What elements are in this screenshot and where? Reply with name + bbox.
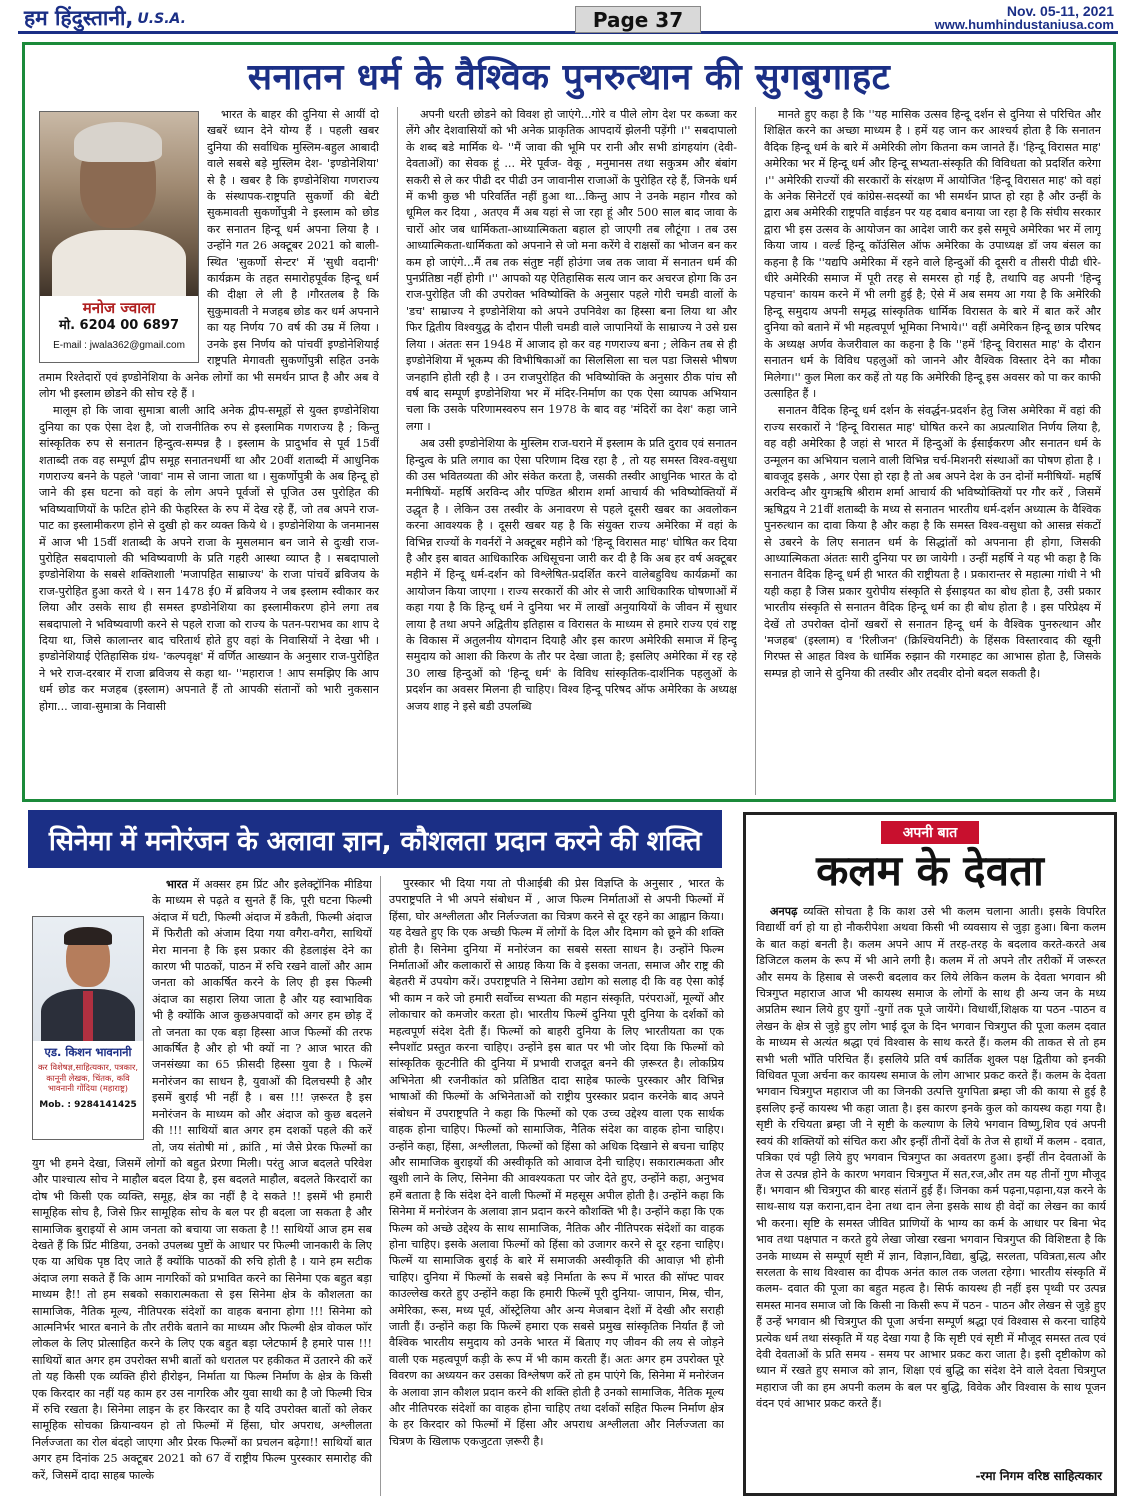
paragraph bbox=[756, 903, 1106, 1413]
author-mobile: मो. 6204 00 6897 bbox=[58, 318, 180, 334]
apni-baat-text bbox=[756, 903, 1106, 1463]
top-column-2 bbox=[397, 107, 737, 795]
masthead-right bbox=[935, 4, 1114, 32]
author-box bbox=[39, 111, 199, 363]
paragraph: भारत के बाहर की दुनिया से आयीं दो खबरें ध्यान देने योग्य हैं । पहली खबर दुनिया की सर्वाधिक मुस्लिम-बहुल आबादी वाले सबसे बड़े मुस्लिम देश- 'इण्डोनेशिया' से है । खबर है कि इण्डोनेशिया गणराज्य के संस्थापक-राष्ट्रपति सुकर्णो की बेटी सुकमावती सुकर्णोपुत्री ने इस्लाम को छोड कर सनातन हिन्दू धर्म अपना लिया है । उन्होंने गत 26 अक्टूबर 2021 को बाली-स्थित 'सुकर्णो सेन्टर' में 'सुधी वदानी' कार्यक्रम के तहत समारोहपूर्वक हिन्दू धर्म की दीक्षा ले ली है ।गौरतलब है कि सुकुमावती ने मजहब छोड कर धर्म अपनाने का यह निर्णय 70 वर्ष की उम्र में लिया । उनके इस निर्णय को पांचवीं इण्डोनेशियाई राष्ट्रपति मेगावती सुकर्णोपुत्री सहित उनके तमाम रिश्तेदारों एवं इण्डोनेशिया के अनेक लोगों का भी समर्थन प्राप्त है और अब वे लोग भी इस्लाम छोडने की सोच रहे हैं । bbox=[39, 108, 379, 400]
paragraph: मानते हुए कहा है कि ''यह मासिक उत्सव हिन्दू दर्शन से दुनिया से परिचित और शिक्षित करने का अच्छा माध्यम है । हमें यह जान कर आश्चर्य होता है कि सनातन वैदिक हिन्दू धर्म के बारे में अमेरिकी लोग कितना कम जानते हैं। 'हिन्दू विरासत माह' अमेरिका भर में हिन्दू धर्म और हिन्दू सभ्यता-संस्कृति की विविधता को प्रदर्शित करेगा ।'' अमेरिकी राज्यों की सरकारों के संरक्षण में आयोजित 'हिन्दू विरासत माह' को वहां के अनेक सिनेटरों एवं कांग्रेस-सदस्यों का भी समर्थन प्राप्त हो रहा है और उन्हीं के द्वारा अब अमेरिकी राष्ट्रपति वाईडन पर यह दबाव बनाया जा रहा है कि संघीय सरकार द्वारा भी इस उत्सव के आयोजन का आदेश जारी कर इसे समूचे अमेरिका भर में लागू किया जाय । वर्ल्ड हिन्दू कॉउंसिल ऑफ अमेरिका के उपाध्यक्ष डॉ जय बंसल का कहना है कि ''यद्यपि अमेरिका में रहने वाले हिन्दुओं की दूसरी व तीसरी पीढी धीरे-धीरे अमेरिकी समाज में पूरी तरह से समरस हो गई है, तथापि वह अपनी 'हिन्दू पहचान' कायम करने में भी लगी हुई है; ऐसे में अब समय आ गया है कि अमेरिकी हिन्दू समुदाय अपनी समृद्ध सांस्कृतिक धार्मिक विरासत के बारे में बात करें और दुनिया को बताने में भी महत्वपूर्ण भूमिका निभाये।'' वहीं अमेरिकन हिन्दू छात्र परिषद के अध्यक्ष अर्णव केजरीवाल का कहना है कि ''हमें 'हिन्दू विरासत माह' के दौरान सनातन धर्म के विविध पहलुओं को जानने और वैश्विक विस्तार देने का मौका मिलेगा।'' कुल मिला कर कहें तो यह कि अमेरिकी हिन्दू इस अवसर को पा कर काफी उत्साहित हैं । bbox=[764, 108, 1101, 400]
author-photo bbox=[40, 112, 198, 296]
cinema-column-2 bbox=[380, 876, 724, 1496]
cinema-article-columns bbox=[32, 876, 724, 1496]
apni-baat-title: कलम के देवता bbox=[816, 846, 1044, 895]
lead-word: अनपढ़ bbox=[770, 904, 798, 918]
author-box bbox=[32, 916, 144, 1140]
lead-word: भारत bbox=[166, 877, 188, 891]
page-number: Page 37 bbox=[575, 6, 701, 33]
top-article-columns bbox=[39, 107, 1101, 795]
author-name: एड. किशन भावनानी bbox=[44, 1045, 132, 1059]
cinema-column-1 bbox=[32, 876, 372, 1496]
top-headline: सनातन धर्म के वैश्विक पुनरुत्थान की सुगबुगाहट bbox=[247, 57, 891, 98]
paragraph: अब उसी इण्डोनेशिया के मुस्लिम राज-घराने में इस्लाम के प्रति दुराव एवं सनातन हिन्दुत्व के प्रति लगाव का ऐसा परिणाम दिख रहा है , तो यह समस्त विश्व-वसुधा की उस भवितव्यता की ओर संकेत करता है, जसकी तस्वीर आधुनिक भारत के दो मनीषियों- महर्षि अरविन्द और पण्डित श्रीराम शर्मा आचार्य की भविष्योक्तियों में उद्धृत है । लेकिन उस तस्वीर के अनावरण से पहले दूसरी खबर का अवलोकन करना आवश्यक है । दूसरी खबर यह है कि संयुक्त राज्य अमेरिका में वहां के विभिन्न राज्यों के गवर्नरों ने अक्टूबर महीने को 'हिन्दू विरासत माह' घोषित कर दिया है और इस बावत आधिकारिक अधिसूचना जारी कर दी है कि अब हर वर्ष अक्टूबर महीने में हिन्दू धर्म-दर्शन को विश्लेषित-प्रदर्शित करने वालेबहुविध कार्यक्रमों का आयोजन किया जाएगा । राज्य सरकारों की ओर से जारी आधिकारिक घोषणाओं में कहा गया है कि हिन्दू धर्म ने दुनिया भर में लाखों अनुयायियों के जीवन में सुधार लाया है तथा अपने अद्वितीय इतिहास व विरासत के माध्यम से हमारे राज्य एवं राष्ट्र के विकास में अतुलनीय योगदान दियाहै और इस कारण अमेरिकी समाज में हिन्दू समुदाय को आशा की किरण के तौर पर देखा जाता है; इसलिए अमेरिका में रह रहे 30 लाख हिन्दुओं को 'हिन्दू धर्म' के विविध सांस्कृतिक-दार्शनिक पहलुओं के प्रदर्शन का अवसर मिलना ही चाहिए। विश्व हिन्दू परिषद ऑफ अमेरिका के अध्यक्ष अजय शाह ने इसे बडी उपलब्धि bbox=[406, 437, 737, 713]
paper-logo bbox=[24, 4, 186, 31]
paragraph: मालूम हो कि जावा सुमात्रा बाली आदि अनेक द्वीप-समूहों से युक्त इण्डोनेशिया दुनिया का एक ऐसा देश है, जो राजनीतिक रुप से इस्लामिक गणराज्य है ; किन्तु सांस्कृतिक रुप से सनातन हिन्दुत्व-सम्पन्न है । इस्लाम के प्रादुर्भाव से पूर्व 15वीं शताब्दी तक वह सम्पूर्ण द्वीप समूह सनातनधर्मी था और 20वीं शताब्दी में आधुनिक गणराज्य बनने के पहले 'जावा' नाम से जाना जाता था । सुकर्णोपुत्री के अब हिन्दू हो जाने की इस घटना को वहां के लोग अपने पूर्वजों से पूजित उस पुरोहित की भविष्यवाणियों के फटित होने की फेहरिस्त के रुप में देख रहे हैं, जो तब अपने राज-पाट का इस्लामीकरण होने से दुखी हो कर व्यक्त किये थे । इण्डोनेशिया के जनमानस में आज भी 15वीं शताब्दी के अपने राजा के मुसलमान बन जाने से दुःखी राज-पुरोहित सबदापालो की भविष्यवाणी के प्रति गहरी आस्था व्याप्त है । सबदापालो इण्डोनेशिया के सबसे शक्तिशाली 'मजापहित साम्राज्य' के राजा पांचवें ब्रविजय के राज-पुरोहित हुआ करते थे । सन 1478 ई0 में ब्रविजय ने जब इस्लाम स्वीकार कर लिया और उसके साथ ही समस्त इण्डोनेशिया का इस्लामीकरण होने लगा तब सबदापालो ने भविष्यवाणी करने से पहले राजा को राज्य के पतन-पराभव का शाप दे दिया था, जिसे कालान्तर बाद चरितार्थ होते हुए वहां के निवासियों ने देखा भी । इण्डोनेशियाई ऐतिहासिक ग्रंथ- 'कल्पवृक्ष' में वर्णित आख्यान के अनुसार राज-पुरोहित ने भरे राज-दरबार में राजा ब्रविजय से कहा था- ''महाराज ! आप समझिए कि आप धर्म छोड कर मजहब (इस्लाम) अपनाते हैं तो आपकी संतानों को भारी नुकसान होगा... जावा-सुमात्रा के निवासी bbox=[39, 404, 379, 713]
paper-usa: U.S.A. bbox=[137, 11, 186, 27]
apni-baat-box bbox=[743, 812, 1117, 1496]
issue-date: Nov. 05-11, 2021 bbox=[1006, 3, 1114, 19]
cinema-article bbox=[22, 808, 724, 1498]
author-photo bbox=[33, 917, 143, 1041]
author-name: मनोज ज्वाला bbox=[82, 299, 156, 317]
top-column-3 bbox=[755, 107, 1101, 795]
top-column-1 bbox=[39, 107, 379, 795]
author-email: E-mail : jwala362@gmail.com bbox=[53, 339, 185, 351]
paragraph: अपनी धरती छोडने को विवश हो जाएंगे...गोरे व पीले लोग देश पर कब्जा कर लेंगे और देशवासियों को भी अनेक प्राकृतिक आपदायें झेलनी पड़ेंगी ।'' सबदापालो के शब्द बडे मार्मिक थे- ''मैं जावा की भूमि पर रानी और सभी डांगहयांग (देवी-देवताओं) का सेवक हूं ... मेरे पूर्वज- वेकू , मनुमानस तथा सकुत्रम और बंबांग सकरी से ले कर पीढी दर पीढी उन जावानीस राजाओं के पुरोहित रहे हैं, जिनके धर्म में कभी कुछ भी परिवर्तित नहीं हुआ था...किन्तु आप ने उनके महान गौरव को धूमिल कर दिया , अतएव मैं अब यहां से जा रहा हूं और 500 साल बाद जावा के चारों ओर जब धार्मिकता-आध्यात्मिकता बहाल हो जाएगी तब लौटूंगा । तब उस आध्यात्मिकता-धार्मिकता को अपनाने से जो मना करेंगे वे राक्षसों का भोजन बन कर कम हो जाएंगे...मैं तब तक संतुष्ट नहीं होउंगा जब तक जावा में सनातन धर्म की पुनर्प्रतिष्ठा नहीं होगी ।'' आपको यह ऐतिहासिक सत्य जान कर अचरज होगा कि उन राज-पुरोहित जी की उपरोक्त भविष्योक्ति के अनुसार पहले गोरी चमडी वालों के 'डच' साम्राज्य ने इण्डोनेशिया को अपने उपनिवेश का हिस्सा बना लिया था और फिर द्वितीय विश्वयुद्ध के दौरान पीली चमडी वाले जापानियों के साम्राज्य ने उसे ग्रस लिया । अंततः सन 1948 में आजाद हो कर वह गणराज्य बना ; लेकिन तब से ही इण्डोनेशिया में भूकम्प की विभीषिकाओं का सिलसिला सा चल पडा जिससे भीषण जनहानि होती रही है । उन राजपुरोहित की भविष्योक्ति के अनुसार ठीक पांच सौ वर्ष बाद सम्पूर्ण इण्डोनेशिया भर में मंदिर-निर्माण का एक ऐसा व्यापक अभियान चला कि उसके परिणामस्वरुप सन 1978 के बाद वह 'मंदिरों का देश' कहा जाने लगा । bbox=[406, 108, 737, 433]
top-article bbox=[22, 42, 1116, 802]
paragraph-text: व्यक्ति सोचता है कि काश उसे भी कलम चलाना आती। इसके विपरित विद्यार्थी वर्ग हो या हो नौकरीपेशा अथवा किसी भी व्यवसाय से जुड़ा हुआ। बिना कलम के बात कहां बनती है। कलम अपने आप में तरह-तरह के बदलाव करते-करते अब डिजिटल कलम के रूप में भी आने लगी है। कलम में तो अपने तौर तरीकों में जरूरत और समय के हिसाब से जरूरी बदलाव कर लिये लेकिन कलम के देवता भगवान श्री चित्रगुप्त महाराज आज भी कायस्थ समाज के लोगों के साथ ही अन्य जन के मध्य अप्रतिम स्थान लिये हुए युगों -युगों तक पूजे जायेंगे। विधार्थी,शिक्षक या पठन -पाठन व लेखन के क्षेत्र से जुड़े हुए लोग भाई दूज के दिन भगवान चित्रगुप्त की पूजा कलम दवात के माध्यम से अत्यंत श्रद्धा एवं विश्वास के साथ करते हैं। कलम की ताकत से तो हम सभी भली भाँति परिचित हैं। इसलिये प्रति वर्ष कार्तिक शुक्ल पक्ष द्वितीया को इनकी विधिवत पूजा अर्चना कर कायस्थ समाज के लोग आभार प्रकट करते हैं। कलम के देवता भगवान चित्रगुप्त महाराज जी का जिनकी उत्पत्ति युगपिता ब्रम्हा जी की काया से हुई है इसलिए इन्हें कायस्थ भी कहा जाता है। इस कारण इनके कुल को कायस्थ कहा गया है। सृष्टी के रचियता ब्रम्हा जी ने सृष्टी के कल्याण के लिये भगवान विष्णु,शिव एवं अपनी स्वयं की शक्तियों को संचित करा और इन्हीं तीनों देवों के तेज से हाथों में कलम - दवात, पत्रिका एवं पट्टी लिये हुए भगवान चित्रगुप्त का अवतरण हुआ। इन्हीं तीन देवताओं के तेज से उत्पन्न होने के कारण भगवान चित्रगुप्त में सत,रज,और तम यह तीनों गुण मौजूद हैं। भगवान श्री चित्रगुप्त की बारह संतानें हुई हैं। जिनका कर्म पढ़ना,पढ़ाना,यज्ञ करने के साथ-साथ यज्ञ कराना,दान देना तथा दान लेना इसके साथ ही वेदों का लेखन का कार्य भी करना। सृष्टि के समस्त जीवित प्राणियों के भाग्य का कर्म के आधार पर बिना भेद भाव तथा पक्षपात न करते हुये लेखा जोखा रखना भगवान चित्रगुप्त की विशिष्टता है कि उनके माध्यम से सम्पूर्ण सृष्टी में ज्ञान, विज्ञान,विद्या, बुद्धि, सरलता, पवित्रता,सत्य और सरलता के साथ विश्वास का दीपक अनंत काल तक जलता रहेगा। भारतीय संस्कृति में कलम- दवात की पूजा का बहुत महत्व है। सिर्फ कायस्थ ही नहीं इस पृथ्वी पर उत्पन्न समस्त मानव समाज जो कि किसी ना किसी रूप में पठन - पाठन और लेखन से जुड़े हुए हैं उन्हें भगवान श्री चित्रगुप्त की पूजा अर्चना सम्पूर्ण श्रद्धा एवं विश्वास से करना चाहिये प्रत्येक धर्म तथा संस्कृति में यह देखा गया है कि सृष्टी एवं सृष्टी में मौजूद समस्त तत्व एवं देवी देवताओं के प्रति समय - समय पर आभार प्रकट करा जाता है। इसी दृष्टीकोण को ध्यान में रखते हुए समाज को ज्ञान, शिक्षा एवं बुद्धि का संदेश देने वाले देवता चित्रगुप्त महाराज जी का हम अपनी कलम के बल पर बुद्धि, विवेक और विश्वास के साथ पूजन वंदन एवं आभार प्रकट करते हैं। bbox=[756, 905, 1106, 1411]
paper-name: हम हिंदुस्तानी, bbox=[24, 5, 134, 30]
website-link[interactable]: www.humhindustaniusa.com bbox=[934, 17, 1114, 32]
cinema-headline: सिनेमा में मनोरंजन के अलावा ज्ञान, कौशलता प्रदान करने की शक्ति bbox=[28, 810, 722, 868]
signature: -रमा निगम वरिष्ठ साहित्यकार bbox=[975, 1469, 1102, 1483]
section-label: अपनी बात bbox=[881, 821, 980, 844]
masthead bbox=[18, 4, 1118, 34]
paragraph: पुरस्कार भी दिया गया तो पीआईबी की प्रेस विज्ञप्ति के अनुसार , भारत के उपराष्ट्रपति ने भी अपने संबोधन में , आज फिल्म निर्माताओं से अपनी फिल्मों में हिंसा, घोर अश्लीलता और निर्लज्जता का चित्रण करने से दूर रहने का आह्वान किया। यह देखते हुए कि एक अच्छी फिल्म में लोगों के दिल और दिमाग को छूने की शक्ति होती है। सिनेमा दुनिया में मनोरंजन का सबसे सस्ता साधन है। उन्होंने फिल्म निर्माताओं और कलाकारों से आग्रह किया कि वे इसका जनता, समाज और राष्ट्र की बेहतरी में उपयोग करें। उपराष्ट्रपति ने सिनेमा उद्योग को सलाह दी कि वह ऐसा कोई भी काम न करे जो हमारी सर्वोच्च सभ्यता की महान संस्कृति, परंपराओं, मूल्यों और लोकाचार को कमजोर करता हो। भारतीय फिल्में दुनिया पूरी दुनिया के दर्शकों को महत्वपूर्ण संदेश देती हैं। फिल्मों को बाहरी दुनिया के लिए भारतीयता का एक स्नैपशॉट प्रस्तुत करना चाहिए। उन्होंने इस बात पर भी जोर दिया कि फिल्मों को सांस्कृतिक कूटनीति की दुनिया में प्रभावी राजदूत बनने की ज़रूरत है। लोकप्रिय अभिनेता श्री रजनीकांत को प्रतिष्ठित दादा साहेब फाल्के पुरस्कार और विभिन्न भाषाओं की फिल्मों के अभिनेताओं को राष्ट्रीय पुरस्कार प्रदान करनेके बाद अपने संबोधन में उपराष्ट्रपति ने कहा कि फिल्मों को एक उच्च उद्देश्य वाला एक सार्थक वाहक होना चाहिए। फिल्मों को सामाजिक, नैतिक संदेश का वाहक होना चाहिए। उन्होंने कहा, हिंसा, अश्लीलता, फिल्मों को हिंसा को अधिक दिखाने से बचना चाहिए और सामाजिक बुराइयों की अस्वीकृति को आवाज देनी चाहिए। सकारात्मकता और खुशी लाने के लिए, सिनेमा की आवश्यकता पर जोर देते हुए, उन्होंने कहा, अनुभव हमें बताता है कि संदेश देने वाली फिल्मों में महसूस अपील होती है। उन्होंने कहा कि सिनेमा में मनोरंजन के अलावा ज्ञान प्रदान करने कौशक्ति भी है। उन्होंने कहा कि एक फिल्म को अच्छे उद्देश्य के साथ सामाजिक, नैतिक और नीतिपरक संदेशों का वाहक होना चाहिए। इसके अलावा फिल्मों को हिंसा को उजागर करने से दूर रहना चाहिए। फिल्में या सामाजिक बुराई के बारे में समाजकी अस्वीकृति की आवाज़ भी होनी चाहिए। दुनिया में फिल्मों के सबसे बड़े निर्माता के रूप में भारत की सॉफ्ट पावर काउल्लेख करते हुए उन्होंने कहा कि हमारी फिल्में पूरी दुनिया- जापान, मिस्र, चीन, अमेरिका, रूस, मध्य पूर्व, ऑस्ट्रेलिया और अन्य मेजबान देशों में देखी और सराही जाती हैं। उन्होंने कहा कि फिल्में हमारा एक सबसे प्रमुख सांस्कृतिक निर्यात हैं जो वैश्विक भारतीय समुदाय को उनके भारत में बिताए गए जीवन की लय से जोड़ने वाली एक महत्वपूर्ण कड़ी के रूप में भी काम करती हैं। अतः अगर हम उपरोक्त पूरे विवरण का अध्ययन कर उसका विश्लेषण करें तो हम पाएंगे कि, सिनेमा में मनोरंजन के अलावा ज्ञान कौशल प्रदान करने की शक्ति होती है उनको सामाजिक, नैतिक मूल्य और नीतिपरक संदेशों का वाहक होना चाहिए तथा दर्शकों सहित फिल्म निर्माण क्षेत्र के हर किरदार को फिल्मों में हिंसा और अपराध अश्लीलता और निर्लज्जता का चित्रण के खिलाफ एकजुटता ज़रूरी है। bbox=[389, 877, 724, 1448]
paragraph: सनातन वैदिक हिन्दू धर्म दर्शन के संवर्द्धन-प्रदर्शन हेतु जिस अमेरिका में वहां की राज्य सरकारों ने 'हिन्दू विरासत माह' घोषित करने का अप्रत्याशित निर्णय लिया है, वह वही अमेरिका है जहां से भारत में हिन्दुओं के ईसाईकरण और सनातन धर्म के उन्मूलन का अभियान चलाने वाली विभिन्न चर्च-मिशनरी संस्थाओं का पोषण होता है । बावजूद इसके , अगर ऐसा हो रहा है तो अब अपने देश के उन दोनों मनीषियों- महर्षि अरविन्द और युगऋषि श्रीराम शर्मा आचार्य की भविष्योक्तियों पर गौर करें , जिसमें ऋषिद्वय ने 21वीं शताब्दी के मध्य से सनातन भारतीय धर्म-दर्शन अध्यात्म के वैश्विक पुनरुत्थान का दावा किया है और कहा है कि समस्त विश्व-वसुधा को आसन्न संकटों से उबरने के लिए सनातन धर्म के सिद्धांतों को अपनाना ही होगा, जिसकी आध्यात्मिकता अंततः सारी दुनिया पर छा जायेगी । उन्हीं महर्षि ने यह भी कहा है कि सनातन वैदिक हिन्दू धर्म ही भारत की राष्ट्रीयता है । प्रकारान्तर से महात्मा गांधी ने भी यही कहा है जिस प्रकार युरोपीय संस्कृति से ईसाइयत का बोध होता है, उसी प्रकार भारतीय संस्कृति से सनातन वैदिक हिन्दू धर्म का ही बोध होता है । इस परिप्रेक्ष्य में देखें तो उपरोक्त दोनों खबरों से सनातन हिन्दू धर्म के वैश्विक पुनरुत्थान और 'मजहब' (इस्लाम) व 'रिलीजन' (क्रिश्चियनिटी) के हिंसक विस्तारवाद की खूनी गिरफ्त से आहत विश्व के धार्मिक रुझान की गरमाहट का आभास होता है, जिसके सम्पन्न हो जाने से दुनिया की तस्वीर और तदवीर दोनो बदल सकती है। bbox=[764, 404, 1101, 680]
author-mobile: Mob. : 9284141425 bbox=[39, 1099, 137, 1110]
author-description: कर विशेषज्ञ,साहित्यकार, पत्रकार, कानूनी लेखक, चिंतक, कवि भावनानी गोंदिया (महाराष्ट्र) bbox=[37, 1062, 139, 1094]
paragraph-text: में अक्सर हम प्रिंट और इलेक्ट्रॉनिक मीडिया के माध्यम से पढ़ते व सुनते हैं कि, पूरी घटना फिल्मी अंदाज में घटी, फिल्मी अंदाज में डकैती, फिल्मी अंदाज में फिरौती को अंजाम दिया गया वगैरा-वगैरा, साथियों मेरा मानना है कि इस प्रकार की हेडलाइंस देने का कारण भी पाठकों, पाठन में रुचि रखने वालों और आम जनता को आकर्षित करने के लिए ही इस फिल्मी अंदाज का सहारा लिया जाता है और यह स्वाभाविक भी है क्योंकि आज कुछअपवादों को अगर हम छोड़ दें तो जनता का एक बड़ा हिस्सा आज फिल्मों की तरफ आकर्षित है और हो भी क्यों ना ? आज भारत की जनसंख्या का 65 फ़ीसदी हिस्सा युवा है । फिल्में मनोरंजन का साधन है, युवाओं की दिलचस्पी है और इसमें बुराई भी नहीं है । बस !!! ज़रूरत है इस मनोरंजन के माध्यम को और अंदाज को कुछ बदलने की !!! साथियों बात अगर हम दशकों पहले की करें तो, जय संतोषी मां , क्रांति , मां जैसे प्रेरक फिल्मों का युग भी हमने देखा, जिसमें लोगों को बहुत प्रेरणा मिली। परंतु आज बदलते परिवेश और पाश्चात्य सोच ने माहौल बदल दिया है, इस बदलते माहौल, बदलते किरदारों का दोष भी किसी एक व्यक्ति, समूह, क्षेत्र का नहीं है दे सकते !! इसमें भी हमारी सामूहिक सोच है, जिसे फ़िर सामूहिक सोच के बल पर ही बदला जा सकता है और सामाजिक बुराइयों से आम जनता को बचाया जा सकता है !! साथियों आज हम सब देखते हैं कि प्रिंट मीडिया, उनको उपलब्ध पुष्टों के आधार पर फिल्मी जानकारी के लिए एक या अधिक पृष्ठ दिए जाते हैं क्योंकि पाठकों की रुचि होती है । याने हम सटीक अंदाज लगा सकते हैं कि आम नागरिकों को प्रभावित करने का सिनेमा एक बहुत बड़ा माध्यम है!! तो हम सबको सकारात्मकता से इस सिनेमा क्षेत्र के कौशलता का सामाजिक, नैतिक मूल्य, नीतिपरक संदेशों का वाहक बनाना होगा !!! सिनेमा को आत्मनिर्भर भारत बनाने के तौर तरीके बताने का माध्यम और फिल्मी क्षेत्र वोकल फॉर लोकल के लिए प्रोत्साहित करने के लिए एक बहुत बड़ा प्लेटफार्म है हमारे पास !!! साथियों बात अगर हम उपरोक्त सभी बातों को धरातल पर हकीकत में उतारने की करें तो यह किसी एक व्यक्ति हीरो हीरोइन, निर्माता या फिल्म निर्माण के क्षेत्र के किसी एक किरदार का नहीं यह काम हर उस नागरिक और युवा साथी का है जो फिल्मी चित्र में रुचि रखता है। सिनेमा लाइन के हर किरदार का है यदि उपरोक्त बातों को लेकर सामूहिक सोचका क्रियान्वयन हो तो फिल्मों में हिंसा, घोर अपराध, अश्लीलता निर्लज्जता का रोल बंदहो जाएगा और प्रेरक फिल्मों का प्रचलन बढ़ेगा!! साथियों बात अगर हम दिनांक 25 अक्टूबर 2021 को 67 वें राष्ट्रीय फिल्म पुरस्कार समारोह की करें, जिसमें दादा साहब फाल्के bbox=[32, 878, 372, 1482]
